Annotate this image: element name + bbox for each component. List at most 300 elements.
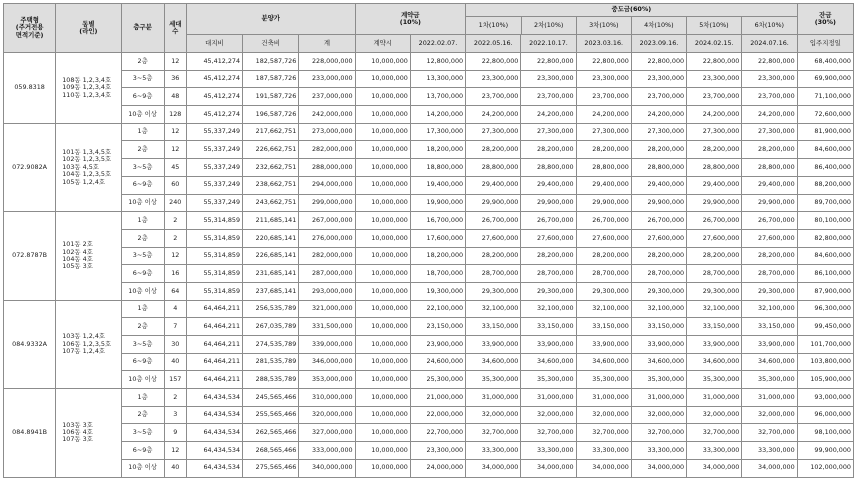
middle-payment-cell: 33,300,000 [521,442,576,460]
middle-payment-cell: 32,100,000 [631,300,686,318]
table-row [4,70,854,88]
floor-cell: 6~9층 [121,442,164,460]
building-price-cell: 226,662,751 [243,141,299,159]
floor-cell: 2층 [121,406,164,424]
balance-cell: 99,900,000 [797,442,853,460]
middle-payment-cell: 32,100,000 [687,300,742,318]
deposit-contract-cell: 10,000,000 [355,229,410,247]
deposit-date-cell: 12,800,000 [410,53,465,71]
deposit-date-cell: 25,300,000 [410,371,465,389]
table-row [4,212,854,230]
building-price-cell: 196,587,726 [243,106,299,124]
table-row [4,406,854,424]
total-price-cell: 333,000,000 [299,442,355,460]
middle-payment-cell: 29,900,000 [576,194,631,212]
deposit-contract-cell: 10,000,000 [355,300,410,318]
middle-payment-cell: 28,200,000 [576,247,631,265]
type-cell: 084.9332A [4,300,56,388]
header-floor: 층구분 [121,4,164,53]
header-middle-date-4: 2023.09.16. [631,35,686,53]
middle-payment-cell: 29,900,000 [466,194,521,212]
total-price-cell: 339,000,000 [299,336,355,354]
table-row [4,424,854,442]
middle-payment-cell: 27,300,000 [742,123,797,141]
balance-cell: 99,450,000 [797,318,853,336]
total-price-cell: 310,000,000 [299,389,355,407]
middle-payment-cell: 32,700,000 [466,424,521,442]
total-price-cell: 320,000,000 [299,406,355,424]
deposit-date-cell: 18,200,000 [410,247,465,265]
land-price-cell: 64,434,534 [186,442,242,460]
middle-payment-cell: 23,700,000 [742,88,797,106]
middle-payment-cell: 29,900,000 [631,194,686,212]
middle-payment-cell: 28,200,000 [687,141,742,159]
table-row [4,159,854,177]
middle-payment-cell: 31,000,000 [631,389,686,407]
floor-cell: 10층 이상 [121,371,164,389]
header-deposit-date: 2022.02.07. [410,35,465,53]
middle-payment-cell: 33,900,000 [687,336,742,354]
floor-cell: 10층 이상 [121,194,164,212]
total-price-cell: 327,000,000 [299,424,355,442]
middle-payment-cell: 22,800,000 [742,53,797,71]
table-row [4,353,854,371]
deposit-contract-cell: 10,000,000 [355,88,410,106]
balance-cell: 71,100,000 [797,88,853,106]
balance-cell: 96,300,000 [797,300,853,318]
total-price-cell: 346,000,000 [299,353,355,371]
balance-cell: 82,800,000 [797,229,853,247]
deposit-contract-cell: 10,000,000 [355,123,410,141]
dong-cell: 103동 3호 106동 4호 107동 3호 [56,389,121,477]
deposit-contract-cell: 10,000,000 [355,336,410,354]
middle-payment-cell: 24,200,000 [742,106,797,124]
table-row [4,442,854,460]
header-total: 계 [299,35,355,53]
middle-payment-cell: 28,700,000 [576,265,631,283]
land-price-cell: 64,434,534 [186,424,242,442]
floor-cell: 2층 [121,318,164,336]
units-cell: 2 [164,212,186,230]
table-row [4,265,854,283]
land-price-cell: 45,412,274 [186,70,242,88]
units-cell: 40 [164,353,186,371]
header-middle-round-5: 5차(10%) [686,17,741,35]
middle-payment-cell: 29,400,000 [521,176,576,194]
header-type: 주택형 (주거전용 면적기준) [4,4,56,53]
middle-payment-cell: 28,700,000 [742,265,797,283]
deposit-contract-cell: 10,000,000 [355,53,410,71]
balance-cell: 93,000,000 [797,389,853,407]
middle-payment-cell: 23,300,000 [521,70,576,88]
middle-payment-cell: 28,200,000 [521,247,576,265]
price-table [3,3,854,478]
middle-payment-cell: 34,000,000 [576,459,631,477]
land-price-cell: 64,434,534 [186,406,242,424]
middle-payment-cell: 33,900,000 [521,336,576,354]
middle-payment-cell: 27,300,000 [687,123,742,141]
building-price-cell: 191,587,726 [243,88,299,106]
middle-payment-cell: 29,400,000 [687,176,742,194]
building-price-cell: 231,685,141 [243,265,299,283]
table-row [4,123,854,141]
units-cell: 240 [164,194,186,212]
balance-cell: 84,600,000 [797,247,853,265]
land-price-cell: 64,464,211 [186,318,242,336]
middle-payment-cell: 22,800,000 [576,53,631,71]
middle-payment-cell: 32,000,000 [576,406,631,424]
units-cell: 12 [164,53,186,71]
middle-payment-cell: 32,100,000 [466,300,521,318]
middle-payment-cell: 32,000,000 [742,406,797,424]
deposit-date-cell: 22,700,000 [410,424,465,442]
table-row [4,88,854,106]
middle-payment-cell: 34,600,000 [466,353,521,371]
floor-cell: 1층 [121,389,164,407]
deposit-date-cell: 19,300,000 [410,282,465,300]
floor-cell: 1층 [121,212,164,230]
middle-payment-cell: 28,700,000 [631,265,686,283]
middle-payment-cell: 23,300,000 [742,70,797,88]
floor-cell: 1층 [121,123,164,141]
middle-payment-cell: 23,300,000 [687,70,742,88]
floor-cell: 10층 이상 [121,106,164,124]
middle-payment-cell: 34,000,000 [466,459,521,477]
middle-payment-cell: 28,200,000 [466,141,521,159]
units-cell: 48 [164,88,186,106]
deposit-date-cell: 22,100,000 [410,300,465,318]
middle-payment-cell: 32,000,000 [631,406,686,424]
middle-payment-cell: 27,600,000 [742,229,797,247]
units-cell: 45 [164,159,186,177]
deposit-contract-cell: 10,000,000 [355,406,410,424]
deposit-contract-cell: 10,000,000 [355,424,410,442]
middle-payment-cell: 31,000,000 [466,389,521,407]
header-middle [466,4,798,35]
middle-payment-cell: 33,150,000 [576,318,631,336]
building-price-cell: 268,565,466 [243,442,299,460]
units-cell: 36 [164,70,186,88]
middle-payment-cell: 32,700,000 [742,424,797,442]
floor-cell: 3~5층 [121,70,164,88]
floor-cell: 6~9층 [121,176,164,194]
deposit-date-cell: 23,150,000 [410,318,465,336]
middle-payment-cell: 32,700,000 [631,424,686,442]
units-cell: 12 [164,442,186,460]
deposit-date-cell: 13,700,000 [410,88,465,106]
middle-payment-cell: 34,000,000 [687,459,742,477]
dong-cell: 108동 1,2,3,4호 109동 1,2,3,4호 110동 1,2,3,4호 [56,53,121,124]
dong-cell: 103동 1,2,4호 106동 1,2,3,5호 107동 1,2,4호 [56,300,121,388]
land-price-cell: 55,337,249 [186,176,242,194]
middle-payment-cell: 29,900,000 [687,194,742,212]
units-cell: 7 [164,318,186,336]
building-price-cell: 288,535,789 [243,371,299,389]
land-price-cell: 55,337,249 [186,123,242,141]
building-price-cell: 238,662,751 [243,176,299,194]
header-deposit-on-contract: 계약시 [355,35,410,53]
middle-payment-cell: 29,900,000 [521,194,576,212]
building-price-cell: 245,565,466 [243,389,299,407]
total-price-cell: 282,000,000 [299,247,355,265]
total-price-cell: 293,000,000 [299,282,355,300]
land-price-cell: 45,412,274 [186,53,242,71]
middle-payment-cell: 29,300,000 [466,282,521,300]
deposit-contract-cell: 10,000,000 [355,176,410,194]
balance-cell: 84,600,000 [797,141,853,159]
total-price-cell: 331,500,000 [299,318,355,336]
middle-payment-cell: 27,600,000 [576,229,631,247]
units-cell: 64 [164,282,186,300]
header-middle-round-4: 4차(10%) [631,17,686,35]
building-price-cell: 237,685,141 [243,282,299,300]
table-row [4,318,854,336]
middle-payment-cell: 29,300,000 [576,282,631,300]
middle-payment-cell: 24,200,000 [576,106,631,124]
header-middle-date-1: 2022.05.16. [466,35,521,53]
deposit-contract-cell: 10,000,000 [355,141,410,159]
total-price-cell: 282,000,000 [299,141,355,159]
total-price-cell: 287,000,000 [299,265,355,283]
header-land: 대지비 [186,35,242,53]
header-middle-round-3: 3차(10%) [576,17,631,35]
balance-cell: 89,700,000 [797,194,853,212]
deposit-date-cell: 17,300,000 [410,123,465,141]
middle-payment-cell: 24,200,000 [631,106,686,124]
deposit-date-cell: 18,700,000 [410,265,465,283]
middle-payment-cell: 32,000,000 [466,406,521,424]
header-middle-date-5: 2024.02.15. [687,35,742,53]
middle-payment-cell: 27,600,000 [687,229,742,247]
header-units: 세대 수 [164,4,186,53]
middle-payment-cell: 32,700,000 [687,424,742,442]
building-price-cell: 226,685,141 [243,247,299,265]
middle-payment-cell: 28,800,000 [466,159,521,177]
middle-payment-cell: 33,150,000 [742,318,797,336]
middle-payment-cell: 28,700,000 [521,265,576,283]
table-body [4,53,854,478]
middle-payment-cell: 28,200,000 [742,247,797,265]
middle-payment-cell: 23,700,000 [521,88,576,106]
type-cell: 072.8787B [4,212,56,300]
table-header [4,4,854,53]
floor-cell: 3~5층 [121,336,164,354]
balance-cell: 80,100,000 [797,212,853,230]
middle-payment-cell: 28,800,000 [576,159,631,177]
middle-payment-cell: 28,800,000 [742,159,797,177]
building-price-cell: 243,662,751 [243,194,299,212]
middle-payment-cell: 22,800,000 [631,53,686,71]
header-middle-date-3: 2023.03.16. [576,35,631,53]
header-middle-round-1: 1차(10%) [466,17,521,35]
middle-payment-cell: 22,800,000 [466,53,521,71]
building-price-cell: 182,587,726 [243,53,299,71]
middle-payment-cell: 32,700,000 [521,424,576,442]
middle-payment-cell: 28,800,000 [521,159,576,177]
total-price-cell: 237,000,000 [299,88,355,106]
total-price-cell: 233,000,000 [299,70,355,88]
middle-payment-cell: 28,200,000 [742,141,797,159]
header-building: 건축비 [243,35,299,53]
deposit-contract-cell: 10,000,000 [355,282,410,300]
building-price-cell: 217,662,751 [243,123,299,141]
land-price-cell: 64,464,211 [186,336,242,354]
middle-payment-cell: 29,300,000 [687,282,742,300]
middle-payment-cell: 24,200,000 [466,106,521,124]
table-row [4,141,854,159]
middle-payment-cell: 29,300,000 [521,282,576,300]
table-row [4,300,854,318]
middle-payment-cell: 28,200,000 [631,247,686,265]
floor-cell: 6~9층 [121,265,164,283]
deposit-date-cell: 24,000,000 [410,459,465,477]
header-deposit: 계약금 (10%) [355,4,466,35]
middle-payment-cell: 26,700,000 [466,212,521,230]
deposit-contract-cell: 10,000,000 [355,159,410,177]
middle-payment-cell: 23,300,000 [576,70,631,88]
middle-payment-cell: 28,200,000 [521,141,576,159]
deposit-contract-cell: 10,000,000 [355,318,410,336]
total-price-cell: 273,000,000 [299,123,355,141]
middle-payment-cell: 33,300,000 [742,442,797,460]
land-price-cell: 55,314,859 [186,247,242,265]
middle-payment-cell: 32,700,000 [576,424,631,442]
table-row [4,389,854,407]
middle-payment-cell: 27,300,000 [576,123,631,141]
total-price-cell: 340,000,000 [299,459,355,477]
floor-cell: 1층 [121,300,164,318]
building-price-cell: 211,685,141 [243,212,299,230]
units-cell: 2 [164,229,186,247]
units-cell: 4 [164,300,186,318]
middle-payment-cell: 27,600,000 [466,229,521,247]
balance-cell: 86,400,000 [797,159,853,177]
floor-cell: 3~5층 [121,159,164,177]
middle-payment-cell: 29,400,000 [631,176,686,194]
deposit-date-cell: 14,200,000 [410,106,465,124]
units-cell: 60 [164,176,186,194]
middle-payment-cell: 35,300,000 [742,371,797,389]
land-price-cell: 64,434,534 [186,389,242,407]
middle-payment-cell: 32,000,000 [521,406,576,424]
deposit-date-cell: 21,000,000 [410,389,465,407]
deposit-date-cell: 23,300,000 [410,442,465,460]
middle-payment-cell: 34,600,000 [576,353,631,371]
balance-cell: 81,900,000 [797,123,853,141]
middle-payment-cell: 33,900,000 [631,336,686,354]
middle-payment-cell: 31,000,000 [687,389,742,407]
deposit-date-cell: 18,200,000 [410,141,465,159]
floor-cell: 10층 이상 [121,282,164,300]
deposit-date-cell: 19,400,000 [410,176,465,194]
type-cell: 059.8318 [4,53,56,124]
balance-cell: 96,000,000 [797,406,853,424]
land-price-cell: 64,464,211 [186,353,242,371]
floor-cell: 6~9층 [121,88,164,106]
middle-payment-cell: 28,200,000 [466,247,521,265]
table-row [4,282,854,300]
table-row [4,459,854,477]
land-price-cell: 55,337,249 [186,194,242,212]
middle-payment-cell: 33,150,000 [687,318,742,336]
balance-cell: 98,100,000 [797,424,853,442]
table-row [4,229,854,247]
middle-payment-cell: 32,100,000 [576,300,631,318]
middle-payment-cell: 29,900,000 [742,194,797,212]
type-cell: 072.9082A [4,123,56,211]
middle-payment-cell: 23,700,000 [466,88,521,106]
floor-cell: 2층 [121,53,164,71]
deposit-contract-cell: 10,000,000 [355,265,410,283]
total-price-cell: 353,000,000 [299,371,355,389]
deposit-date-cell: 18,800,000 [410,159,465,177]
land-price-cell: 64,464,211 [186,371,242,389]
deposit-date-cell: 17,600,000 [410,229,465,247]
middle-payment-cell: 28,800,000 [687,159,742,177]
middle-payment-cell: 28,200,000 [576,141,631,159]
header-middle-title: 중도금(60%) [466,4,797,17]
building-price-cell: 275,565,466 [243,459,299,477]
middle-payment-cell: 22,800,000 [687,53,742,71]
middle-payment-cell: 26,700,000 [687,212,742,230]
middle-payment-cell: 23,700,000 [631,88,686,106]
header-middle-round-2: 2차(10%) [521,17,576,35]
middle-payment-cell: 35,300,000 [687,371,742,389]
balance-cell: 102,000,000 [797,459,853,477]
middle-payment-cell: 33,900,000 [576,336,631,354]
floor-cell: 2층 [121,229,164,247]
table-row [4,106,854,124]
middle-payment-cell: 33,300,000 [631,442,686,460]
middle-payment-cell: 23,300,000 [466,70,521,88]
land-price-cell: 45,412,274 [186,106,242,124]
middle-payment-cell: 33,300,000 [576,442,631,460]
units-cell: 3 [164,406,186,424]
header-balance: 잔금 (30%) [797,4,853,35]
balance-cell: 68,400,000 [797,53,853,71]
units-cell: 157 [164,371,186,389]
middle-payment-cell: 26,700,000 [576,212,631,230]
middle-payment-cell: 34,600,000 [631,353,686,371]
middle-payment-cell: 33,300,000 [466,442,521,460]
header-balance-date: 입주지정일 [797,35,853,53]
middle-payment-cell: 34,600,000 [521,353,576,371]
middle-payment-cell: 32,100,000 [742,300,797,318]
middle-payment-cell: 35,300,000 [576,371,631,389]
balance-cell: 101,700,000 [797,336,853,354]
building-price-cell: 187,587,726 [243,70,299,88]
middle-payment-cell: 24,200,000 [687,106,742,124]
middle-payment-cell: 27,300,000 [466,123,521,141]
middle-payment-cell: 29,300,000 [631,282,686,300]
middle-payment-cell: 23,700,000 [576,88,631,106]
units-cell: 12 [164,247,186,265]
deposit-contract-cell: 10,000,000 [355,389,410,407]
deposit-contract-cell: 10,000,000 [355,442,410,460]
middle-payment-cell: 33,900,000 [742,336,797,354]
building-price-cell: 281,535,789 [243,353,299,371]
middle-payment-cell: 35,300,000 [631,371,686,389]
building-price-cell: 220,685,141 [243,229,299,247]
table-row [4,247,854,265]
total-price-cell: 276,000,000 [299,229,355,247]
table-row [4,336,854,354]
balance-cell: 72,600,000 [797,106,853,124]
header-middle-date-6: 2024.07.16. [742,35,797,53]
middle-payment-cell: 26,700,000 [521,212,576,230]
balance-cell: 69,900,000 [797,70,853,88]
building-price-cell: 232,662,751 [243,159,299,177]
